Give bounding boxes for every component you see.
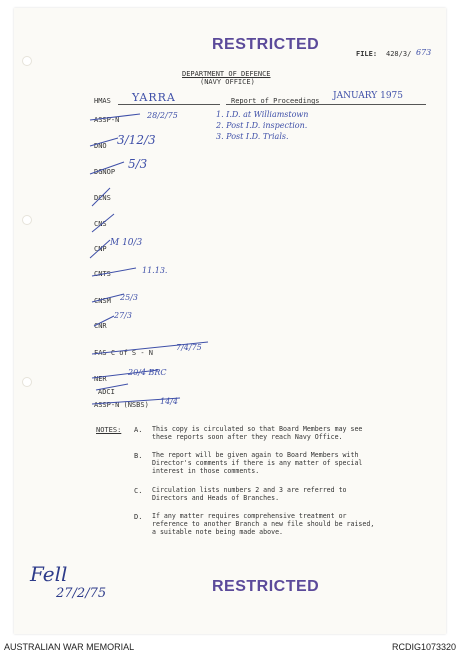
note-letter: B.: [134, 452, 143, 460]
footer-source: AUSTRALIAN WAR MEMORIAL: [4, 642, 135, 652]
note-text: If any matter requires comprehensive treatment or reference to another Branch a new file should be raised, a suitable note being made above.: [152, 512, 375, 536]
routing-label: ADCI: [98, 388, 115, 396]
routing-annotation: 27/3: [114, 311, 132, 320]
punch-hole: [22, 377, 32, 387]
routing-label: CNTS: [94, 270, 111, 278]
punch-hole: [22, 215, 32, 225]
routing-annotation: M 10/3: [110, 238, 143, 248]
note-text: Circulation lists numbers 2 and 3 are referred to Directors and Heads of Branches.: [152, 486, 347, 502]
routing-annotation: 28/2/75: [147, 111, 178, 120]
routing-annotation: 14/4: [160, 397, 178, 406]
notes-heading: NOTES:: [96, 426, 122, 434]
routing-label: DGNOP: [94, 168, 116, 176]
routing-label: ASSP-N: [94, 116, 120, 124]
office-title: (NAVY OFFICE): [200, 78, 255, 86]
note-text: The report will be given again to Board Members with Director's comments if there is any matter of special interest in those comments.: [152, 451, 363, 475]
report-underline: [226, 104, 426, 105]
ship-name: YARRA: [132, 91, 176, 104]
routing-annotation: 25/3: [120, 293, 138, 302]
restricted-stamp-bottom: RESTRICTED: [212, 578, 320, 595]
routing-label: NER: [94, 375, 107, 383]
punch-hole: [22, 56, 32, 66]
note-text: This copy is circulated so that Board Members may see these reports soon after they reach Navy Office.: [152, 425, 363, 441]
routing-annotation: 20/4 BRC: [128, 368, 167, 377]
report-label: Report of Proceedings: [231, 97, 320, 105]
file-suffix: 673: [416, 48, 432, 57]
routing-annotation: 7/4/75: [176, 343, 202, 352]
report-item-3: 3. Post I.D. Trials.: [216, 132, 289, 141]
routing-annotation: 5/3: [128, 157, 148, 171]
routing-annotation: 11.13.: [142, 266, 168, 275]
routing-annotation: 3/12/3: [117, 133, 156, 147]
report-month: JANUARY 1975: [333, 91, 403, 101]
ship-underline: [118, 104, 220, 105]
routing-strikethrough-marks: [88, 108, 218, 418]
report-item-2: 2. Post I.D. inspection.: [216, 121, 308, 130]
routing-label: DNO: [94, 142, 107, 150]
department-title: DEPARTMENT OF DEFENCE: [182, 70, 271, 78]
restricted-stamp-top: RESTRICTED: [212, 36, 320, 53]
file-label: FILE:: [356, 50, 378, 58]
note-letter: C.: [134, 487, 143, 495]
routing-label: ASSP-N (NSBS): [94, 401, 149, 409]
routing-label: CNSM: [94, 297, 111, 305]
ship-label: HMAS: [94, 97, 111, 105]
routing-label: FAS C of S - N: [94, 349, 154, 357]
report-item-1: 1. I.D. at Williamstown: [216, 110, 309, 119]
routing-label: CNP: [94, 245, 107, 253]
note-letter: A.: [134, 426, 143, 434]
note-letter: D.: [134, 513, 143, 521]
routing-label: DCNS: [94, 194, 111, 202]
footer-id: RCDIG1073320: [391, 642, 456, 652]
signature-initials: Fell: [30, 562, 68, 586]
signature-date: 27/2/75: [56, 586, 107, 601]
file-number: 428/3/: [386, 50, 412, 58]
document-page: [14, 8, 446, 634]
routing-label: CNS: [94, 220, 107, 228]
routing-label: CNR: [94, 322, 107, 330]
